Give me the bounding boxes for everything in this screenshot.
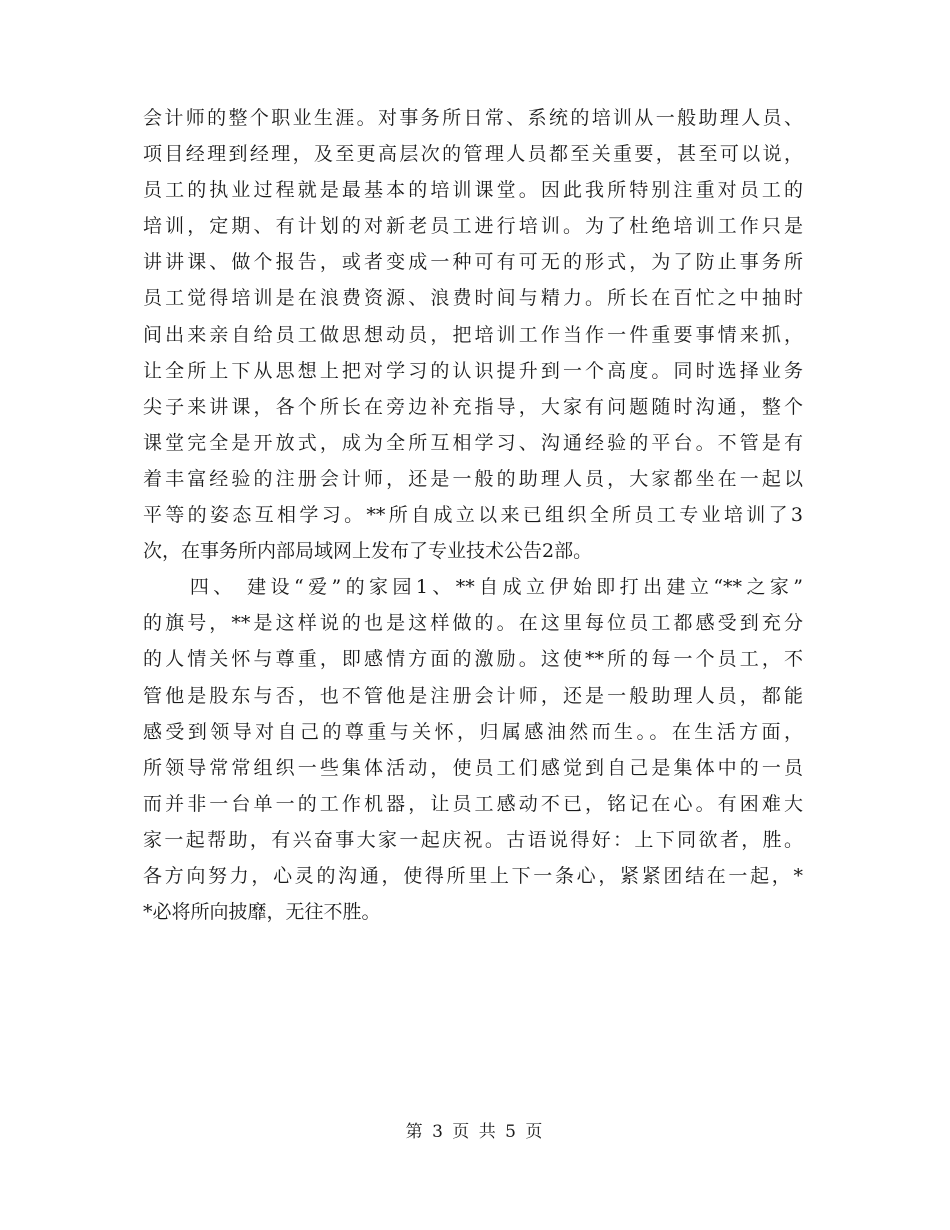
text-line: *必将所向披靡，无往不胜。 — [143, 901, 381, 924]
paragraph-home-of-love — [143, 569, 803, 930]
text-line: 让全所上下从思想上把对学习的认识提升到一个高度。同时选择业务 — [143, 359, 803, 382]
text-line: 间出来亲自给员工做思想动员，把培训工作当作一件重要事情来抓， — [143, 323, 803, 346]
page-number-footer: 第 3 页 共 5 页 — [405, 1122, 545, 1142]
text-line: 管他是股东与否，也不管他是注册会计师，还是一般助理人员，都能 — [143, 684, 803, 707]
text-line: 项目经理到经理，及至更高层次的管理人员都至关重要，甚至可以说， — [143, 143, 803, 166]
text-line: 讲讲课、做个报告，或者变成一种可有可无的形式，为了防止事务所 — [143, 251, 803, 274]
text-line: 四、 建设“爱”的家园1、**自成立伊始即打出建立“**之家” — [143, 576, 803, 599]
text-line: 着丰富经验的注册会计师，还是一般的助理人员，大家都坐在一起以 — [143, 467, 803, 490]
text-line: 的人情关怀与尊重，即感情方面的激励。这使**所的每一个员工，不 — [143, 648, 803, 671]
text-line: 感受到领导对自己的尊重与关怀，归属感油然而生。。在生活方面， — [143, 720, 803, 743]
text-line: 次，在事务所内部局域网上发布了专业技术公告2部。 — [143, 540, 593, 563]
text-line: 而并非一台单一的工作机器，让员工感动不已，铭记在心。有困难大 — [143, 792, 803, 815]
text-line: 各方向努力，心灵的沟通，使得所里上下一条心，紧紧团结在一起，* — [143, 864, 803, 887]
text-line: 培训，定期、有计划的对新老员工进行培训。为了杜绝培训工作只是 — [143, 215, 803, 238]
text-line: 所领导常常组织一些集体活动，使员工们感觉到自己是集体中的一员 — [143, 756, 803, 779]
text-line: 家一起帮助，有兴奋事大家一起庆祝。古语说得好：上下同欲者，胜。 — [143, 828, 803, 851]
text-line: 尖子来讲课，各个所长在旁边补充指导，大家有问题随时沟通，整个 — [143, 395, 803, 418]
text-line: 员工觉得培训是在浪费资源、浪费时间与精力。所长在百忙之中抽时 — [143, 287, 803, 310]
text-line: 的旗号，**是这样说的也是这样做的。在这里每位员工都感受到充分 — [143, 612, 803, 635]
text-line: 员工的执业过程就是最基本的培训课堂。因此我所特别注重对员工的 — [143, 179, 803, 202]
document-body — [143, 100, 803, 930]
text-line: 平等的姿态互相学习。**所自成立以来已组织全所员工专业培训了3 — [143, 504, 803, 527]
paragraph-training — [143, 100, 803, 569]
text-line: 会计师的整个职业生涯。对事务所日常、系统的培训从一般助理人员、 — [143, 107, 803, 129]
text-line: 课堂完全是开放式，成为全所互相学习、沟通经验的平台。不管是有 — [143, 431, 803, 454]
